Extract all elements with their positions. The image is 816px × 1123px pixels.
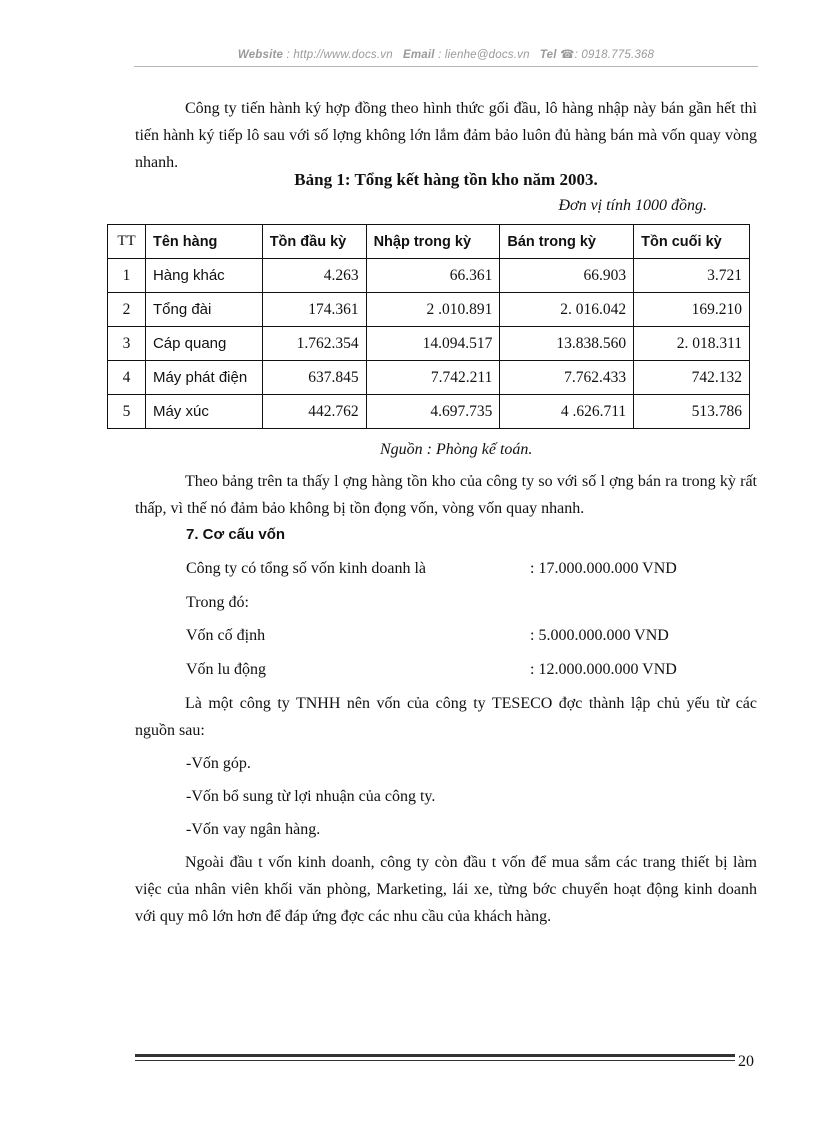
cell-sales: 7.762.433: [500, 361, 634, 395]
cell-opening: 4.263: [262, 259, 366, 293]
cell-closing: 2. 018.311: [634, 327, 750, 361]
footer-divider-thick: [135, 1054, 735, 1057]
inventory-table: [107, 224, 750, 429]
of-which-label: Trong đó:: [186, 594, 249, 611]
page-number: 20: [738, 1053, 754, 1070]
cell-opening: 1.762.354: [262, 327, 366, 361]
table-row: [108, 361, 750, 395]
header-email-value: : lienhe@docs.vn: [438, 49, 530, 61]
table-header-row: [108, 225, 750, 259]
cell-tt: 4: [108, 361, 146, 395]
table-source-note: Nguồn : Phòng kế toán.: [380, 441, 533, 458]
inventory-analysis-paragraph: Theo bảng trên ta thấy l ợng hàng tồn kho của công ty so với số l ợng bán ra trong kỳ rất thấp, vì thế nó đảm bảo không bị tồn đọng vốn, vòng vốn quay nhanh.: [135, 473, 757, 517]
cell-closing: 742.132: [634, 361, 750, 395]
phone-icon: ☎: [560, 49, 575, 61]
cell-name: Máy xúc: [145, 395, 262, 429]
cell-tt: 1: [108, 259, 146, 293]
page-header: [134, 47, 758, 61]
cell-closing: 169.210: [634, 293, 750, 327]
table-row: [108, 395, 750, 429]
cell-closing: 3.721: [634, 259, 750, 293]
cell-name: Máy phát điện: [145, 361, 262, 395]
intro-paragraph: Công ty tiến hành ký hợp đồng theo hình thức gối đầu, lô hàng nhập này bán gần hết thì tiến hành ký tiếp lô sau với số lợng không lớn lắm đảm bảo luôn đủ hàng bán mà vốn quay vòng nhanh.: [135, 100, 757, 171]
header-website-label: Website: [237, 49, 284, 61]
cell-sales: 66.903: [500, 259, 634, 293]
cell-import: 66.361: [366, 259, 500, 293]
cell-closing: 513.786: [634, 395, 750, 429]
footer-divider-thin: [135, 1060, 735, 1061]
cell-tt: 5: [108, 395, 146, 429]
cell-import: 4.697.735: [366, 395, 500, 429]
header-website-value: : http://www.docs.vn: [286, 49, 393, 61]
working-capital-value: : 12.000.000.000 VND: [530, 661, 677, 678]
working-capital-label: Vốn lu động: [186, 661, 266, 678]
capital-sources-paragraph: Là một công ty TNHH nên vốn của công ty TESECO đợc thành lập chủ yếu từ các nguồn sau:: [135, 695, 757, 739]
section-heading: 7. Cơ cấu vốn: [186, 526, 286, 543]
table-row: [108, 259, 750, 293]
fixed-capital-value: : 5.000.000.000 VND: [530, 627, 669, 644]
header-cell-opening: Tồn đầu kỳ: [262, 225, 366, 259]
cell-name: Hàng khác: [145, 259, 262, 293]
cell-sales: 4 .626.711: [500, 395, 634, 429]
cell-opening: 174.361: [262, 293, 366, 327]
cell-tt: 3: [108, 327, 146, 361]
header-divider: [134, 66, 758, 67]
list-item: -Vốn vay ngân hàng.: [186, 821, 321, 838]
cell-import: 2 .010.891: [366, 293, 500, 327]
list-item: -Vốn bổ sung từ lợi nhuận của công ty.: [186, 788, 436, 805]
cell-name: Cáp quang: [145, 327, 262, 361]
header-cell-sales: Bán trong kỳ: [500, 225, 634, 259]
header-email-label: Email: [403, 49, 435, 61]
cell-opening: 442.762: [262, 395, 366, 429]
total-capital-value: : 17.000.000.000 VND: [530, 560, 677, 577]
cell-sales: 2. 016.042: [500, 293, 634, 327]
header-tel-value: : 0918.775.368: [574, 49, 655, 61]
cell-sales: 13.838.560: [500, 327, 634, 361]
cell-opening: 637.845: [262, 361, 366, 395]
cell-name: Tổng đài: [145, 293, 262, 327]
total-capital-label: Công ty có tổng số vốn kinh doanh là: [186, 560, 426, 577]
list-item: -Vốn góp.: [186, 755, 251, 772]
table-row: [108, 327, 750, 361]
cell-tt: 2: [108, 293, 146, 327]
table-unit-note: Đơn vị tính 1000 đồng.: [558, 197, 707, 214]
cell-import: 7.742.211: [366, 361, 500, 395]
header-cell-tt: TT: [108, 225, 146, 259]
header-cell-closing: Tồn cuối kỳ: [634, 225, 750, 259]
table-title: Bảng 1: Tổng kết hàng tồn kho năm 2003.: [294, 170, 598, 189]
header-tel-label: Tel: [539, 49, 557, 61]
cell-import: 14.094.517: [366, 327, 500, 361]
investment-paragraph: Ngoài đầu t vốn kinh doanh, công ty còn đầu t vốn để mua sắm các trang thiết bị làm việc của nhân viên khối văn phòng, Marketing, lái xe, từng bớc chuyển hoạt động kinh doanh với quy mô lớn hơn để đáp ứng đợc các nhu cầu của khách hàng.: [135, 854, 757, 925]
table-row: [108, 293, 750, 327]
header-cell-import: Nhập trong kỳ: [366, 225, 500, 259]
fixed-capital-label: Vốn cố định: [186, 627, 266, 644]
header-cell-name: Tên hàng: [145, 225, 262, 259]
